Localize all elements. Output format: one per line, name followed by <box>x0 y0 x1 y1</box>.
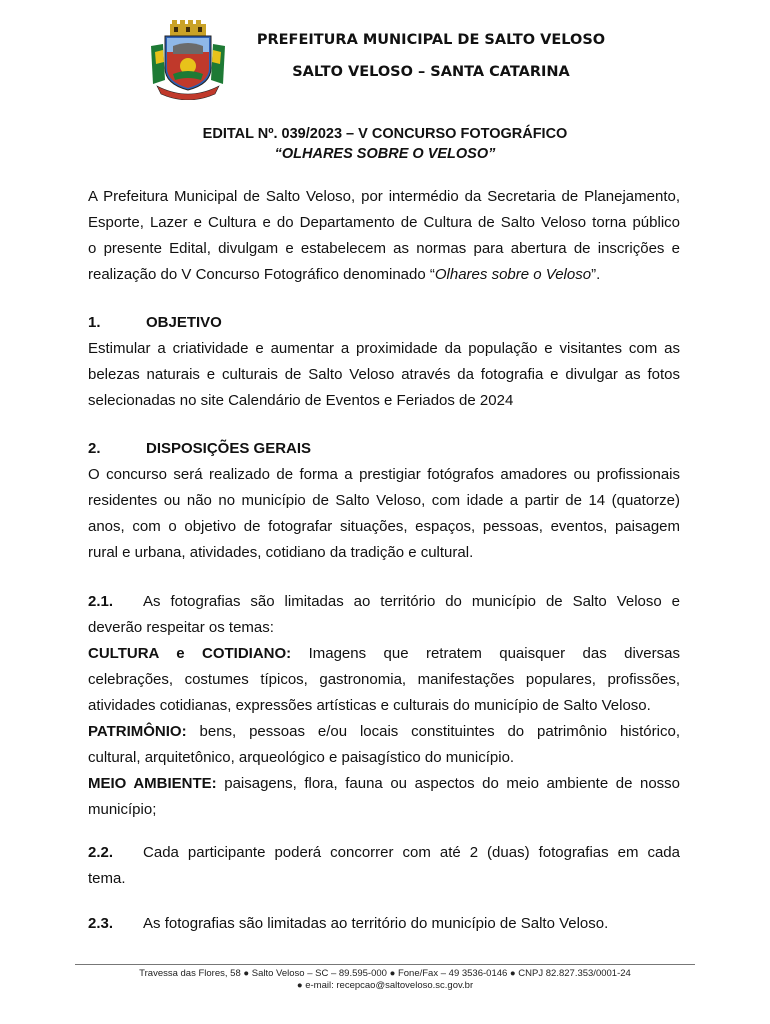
theme-patrimonio: PATRIMÔNIO: bens, pessoas e/ou locais constituintes do patrimônio histórico, <box>88 723 680 740</box>
clause-2-1 <box>88 589 680 823</box>
objetivo-paragraph <box>88 336 680 414</box>
footer-address: Travessa das Flores, 58 ● Salto Veloso – SC – 89.595-000 ● Fone/Fax – 49 3536-0146 ● CNPJ 82.827.353/0001-24 <box>139 968 631 979</box>
clause-line: celebrações, costumes típicos, gastronomia, manifestações populares, profissões, <box>88 671 680 688</box>
clause-line: 2.3. As fotografias são limitadas ao território do município de Salto Veloso. <box>88 915 609 932</box>
document-title: EDITAL Nº. 039/2023 – V CONCURSO FOTOGRÁFICO <box>202 126 568 142</box>
objetivo-line: Estimular a criatividade e aumentar a proximidade da população e visitantes com as <box>88 340 680 357</box>
intro-line: realização do V Concurso Fotográfico denominado “Olhares sobre o Veloso”. <box>88 266 601 283</box>
header-subtitle: SALTO VELOSO – SANTA CATARINA <box>292 64 570 80</box>
document-subtitle: “OLHARES SOBRE O VELOSO” <box>274 146 496 162</box>
clause-line: deverão respeitar os temas: <box>88 619 274 636</box>
objetivo-line: belezas naturais e culturais de Salto Veloso através da fotografia e divulgar as fotos <box>88 366 680 383</box>
municipal-crest-icon <box>143 18 233 100</box>
clause-line: atividades cotidianas, expressões artísticas e culturais do município de Salto Veloso. <box>88 697 651 714</box>
clause-line: município; <box>88 801 157 818</box>
intro-line: A Prefeitura Municipal de Salto Veloso, por intermédio da Secretaria de Planejamento, <box>88 188 680 205</box>
theme-meio-ambiente: MEIO AMBIENTE: paisagens, flora, fauna ou aspectos do meio ambiente de nosso <box>88 775 680 792</box>
intro-paragraph <box>88 184 680 288</box>
header-title: PREFEITURA MUNICIPAL DE SALTO VELOSO <box>256 32 606 48</box>
clause-line: 2.2. Cada participante poderá concorrer com até 2 (duas) fotografias em cada <box>88 844 680 861</box>
clause-2-2 <box>88 840 680 892</box>
disposicoes-line: O concurso será realizado de forma a prestigiar fotógrafos amadores ou profissionais <box>88 466 680 483</box>
objetivo-line: selecionadas no site Calendário de Eventos e Feriados de 2024 <box>88 392 514 409</box>
intro-line: Esporte, Lazer e Cultura e do Departamento de Cultura de Salto Veloso torna público <box>88 214 680 231</box>
section-number: 1. <box>88 314 101 331</box>
footer-email: ● e-mail: recepcao@saltoveloso.sc.gov.br <box>296 980 474 991</box>
disposicoes-line: anos, com o objetivo de fotografar situações, espaços, pessoas, eventos, paisagem <box>88 518 680 535</box>
disposicoes-paragraph <box>88 462 680 566</box>
theme-cultura: CULTURA e COTIDIANO: Imagens que retratem quaisquer das diversas <box>88 645 680 662</box>
footer-divider <box>75 964 695 965</box>
clause-2-3 <box>88 911 680 937</box>
section-title: OBJETIVO <box>146 314 222 331</box>
intro-line: o presente Edital, divulgam e estabelecem as normas para abertura de inscrições e <box>88 240 680 257</box>
clause-line: cultural, arquitetônico, arqueológico e paisagístico do município. <box>88 749 515 766</box>
disposicoes-line: rural e urbana, atividades, cotidiano da tradição e cultural. <box>88 544 474 561</box>
clause-line: tema. <box>88 870 126 887</box>
section-number: 2. <box>88 440 101 457</box>
section-title: DISPOSIÇÕES GERAIS <box>146 440 312 457</box>
clause-line: 2.1. As fotografias são limitadas ao território do município de Salto Veloso e <box>88 593 680 610</box>
disposicoes-line: residentes ou não no município de Salto Veloso, com idade a partir de 14 (quatorze) <box>88 492 680 509</box>
